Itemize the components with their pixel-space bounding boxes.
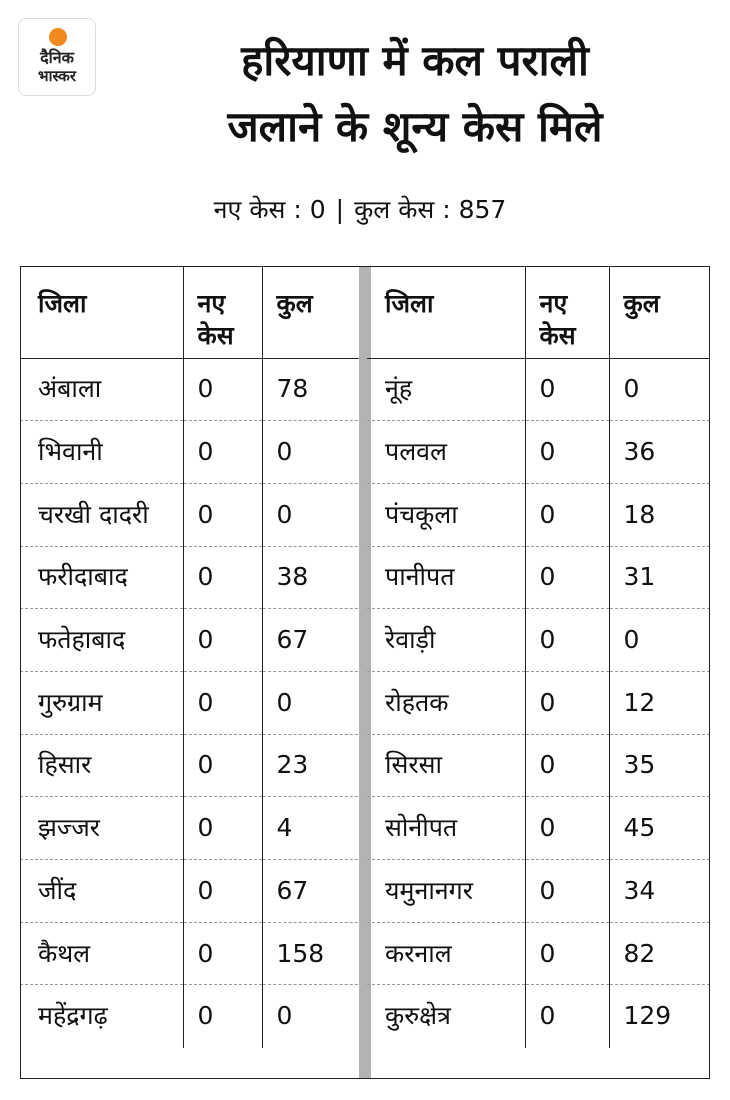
district-cell: पलवल [367,421,525,484]
total-cases-cell: 67 [262,609,363,672]
table-header-row [20,266,363,358]
sun-icon [49,28,67,46]
total-cases-cell: 0 [609,609,710,672]
district-cell: पंचकूला [367,483,525,546]
table-header-row [367,266,710,358]
total-cases-cell: 36 [609,421,710,484]
table-row [20,860,363,923]
logo-text-line1: दैनिक [40,48,74,67]
new-cases-cell: 0 [525,609,609,672]
total-cases-cell: 45 [609,797,710,860]
brand-logo [18,18,96,96]
district-cell: पानीपत [367,546,525,609]
header-new-line1: नए [539,289,568,318]
district-cell: रेवाड़ी [367,609,525,672]
table-row [367,985,710,1048]
table-body-left [20,358,363,1048]
case-summary [110,192,610,228]
table-row [367,421,710,484]
logo-text-line2: भास्कर [38,67,76,85]
new-cases-cell: 0 [183,421,262,484]
header-new-line1: नए [197,289,226,318]
new-cases-cell: 0 [525,922,609,985]
new-cases-summary: नए केस : 0 [213,195,326,224]
new-cases-cell: 0 [183,358,262,421]
district-cell: कैथल [20,922,183,985]
summary-separator: | [335,195,345,224]
total-cases-cell: 67 [262,860,363,923]
district-table-left [20,266,363,1048]
table-row [20,797,363,860]
district-cell: चरखी दादरी [20,483,183,546]
district-cell: सिरसा [367,734,525,797]
table-row [367,358,710,421]
district-cell: फतेहाबाद [20,609,183,672]
district-cell: करनाल [367,922,525,985]
header-new-line2: केस [197,321,234,350]
total-cases-cell: 31 [609,546,710,609]
total-cases-cell: 4 [262,797,363,860]
total-cases-cell: 158 [262,922,363,985]
new-cases-cell: 0 [183,734,262,797]
new-cases-cell: 0 [183,546,262,609]
new-cases-cell: 0 [525,985,609,1048]
table-row [367,546,710,609]
new-cases-cell: 0 [183,922,262,985]
new-cases-cell: 0 [183,860,262,923]
new-cases-cell: 0 [525,797,609,860]
title-line1: हरियाणा में कल पराली [241,36,589,85]
new-cases-cell: 0 [525,671,609,734]
district-cell: जींद [20,860,183,923]
district-cell: नूंह [367,358,525,421]
header-new-line2: केस [539,321,576,350]
district-cell: महेंद्रगढ़ [20,985,183,1048]
new-cases-cell: 0 [183,609,262,672]
new-cases-cell: 0 [183,985,262,1048]
total-cases-cell: 12 [609,671,710,734]
table-row [20,985,363,1048]
new-cases-cell: 0 [525,421,609,484]
header-total: कुल [262,266,363,358]
district-cell: कुरुक्षेत्र [367,985,525,1048]
district-tables [20,266,710,1079]
district-table-right [367,266,710,1048]
table-row [20,609,363,672]
header-district: जिला [20,266,183,358]
table-row [20,483,363,546]
table-row [367,797,710,860]
total-cases-summary: कुल केस : 857 [354,195,507,224]
district-cell: झज्जर [20,797,183,860]
total-cases-cell: 82 [609,922,710,985]
district-cell: सोनीपत [367,797,525,860]
table-row [20,922,363,985]
new-cases-cell: 0 [525,483,609,546]
table-row [367,860,710,923]
new-cases-cell: 0 [183,797,262,860]
table-row [20,358,363,421]
total-cases-cell: 38 [262,546,363,609]
new-cases-cell: 0 [525,860,609,923]
total-cases-cell: 0 [276,1001,293,1031]
total-cases-cell: 35 [609,734,710,797]
table-body-right [367,358,710,1048]
district-cell: यमुनानगर [367,860,525,923]
table-row [20,734,363,797]
header-new-cases [183,266,262,358]
new-cases-cell: 0 [183,671,262,734]
district-cell: फरीदाबाद [20,546,183,609]
table-row [20,546,363,609]
header-total: कुल [609,266,710,358]
new-cases-cell: 0 [525,358,609,421]
new-cases-cell: 0 [525,546,609,609]
district-cell: भिवानी [20,421,183,484]
district-cell: रोहतक [367,671,525,734]
total-cases-cell: 34 [609,860,710,923]
table-row [367,483,710,546]
total-cases-cell: 23 [262,734,363,797]
new-cases-cell: 0 [525,734,609,797]
header-new-cases [525,266,609,358]
table-row [367,734,710,797]
total-cases-cell: 78 [262,358,363,421]
total-cases-cell: 0 [262,671,363,734]
total-cases-cell: 129 [623,1001,672,1031]
new-cases-cell: 0 [183,483,262,546]
district-cell: अंबाला [20,358,183,421]
total-cases-cell: 0 [609,358,710,421]
total-cases-cell: 0 [262,421,363,484]
total-cases-cell: 18 [609,483,710,546]
table-row [367,671,710,734]
table-row [367,922,710,985]
header-district: जिला [367,266,525,358]
title-line2: जलाने के शून्य केस मिले [227,102,603,151]
total-cases-cell: 0 [262,483,363,546]
page-title [110,28,720,160]
district-cell: गुरुग्राम [20,671,183,734]
table-row [367,609,710,672]
district-cell: हिसार [20,734,183,797]
table-row [20,671,363,734]
table-row [20,421,363,484]
